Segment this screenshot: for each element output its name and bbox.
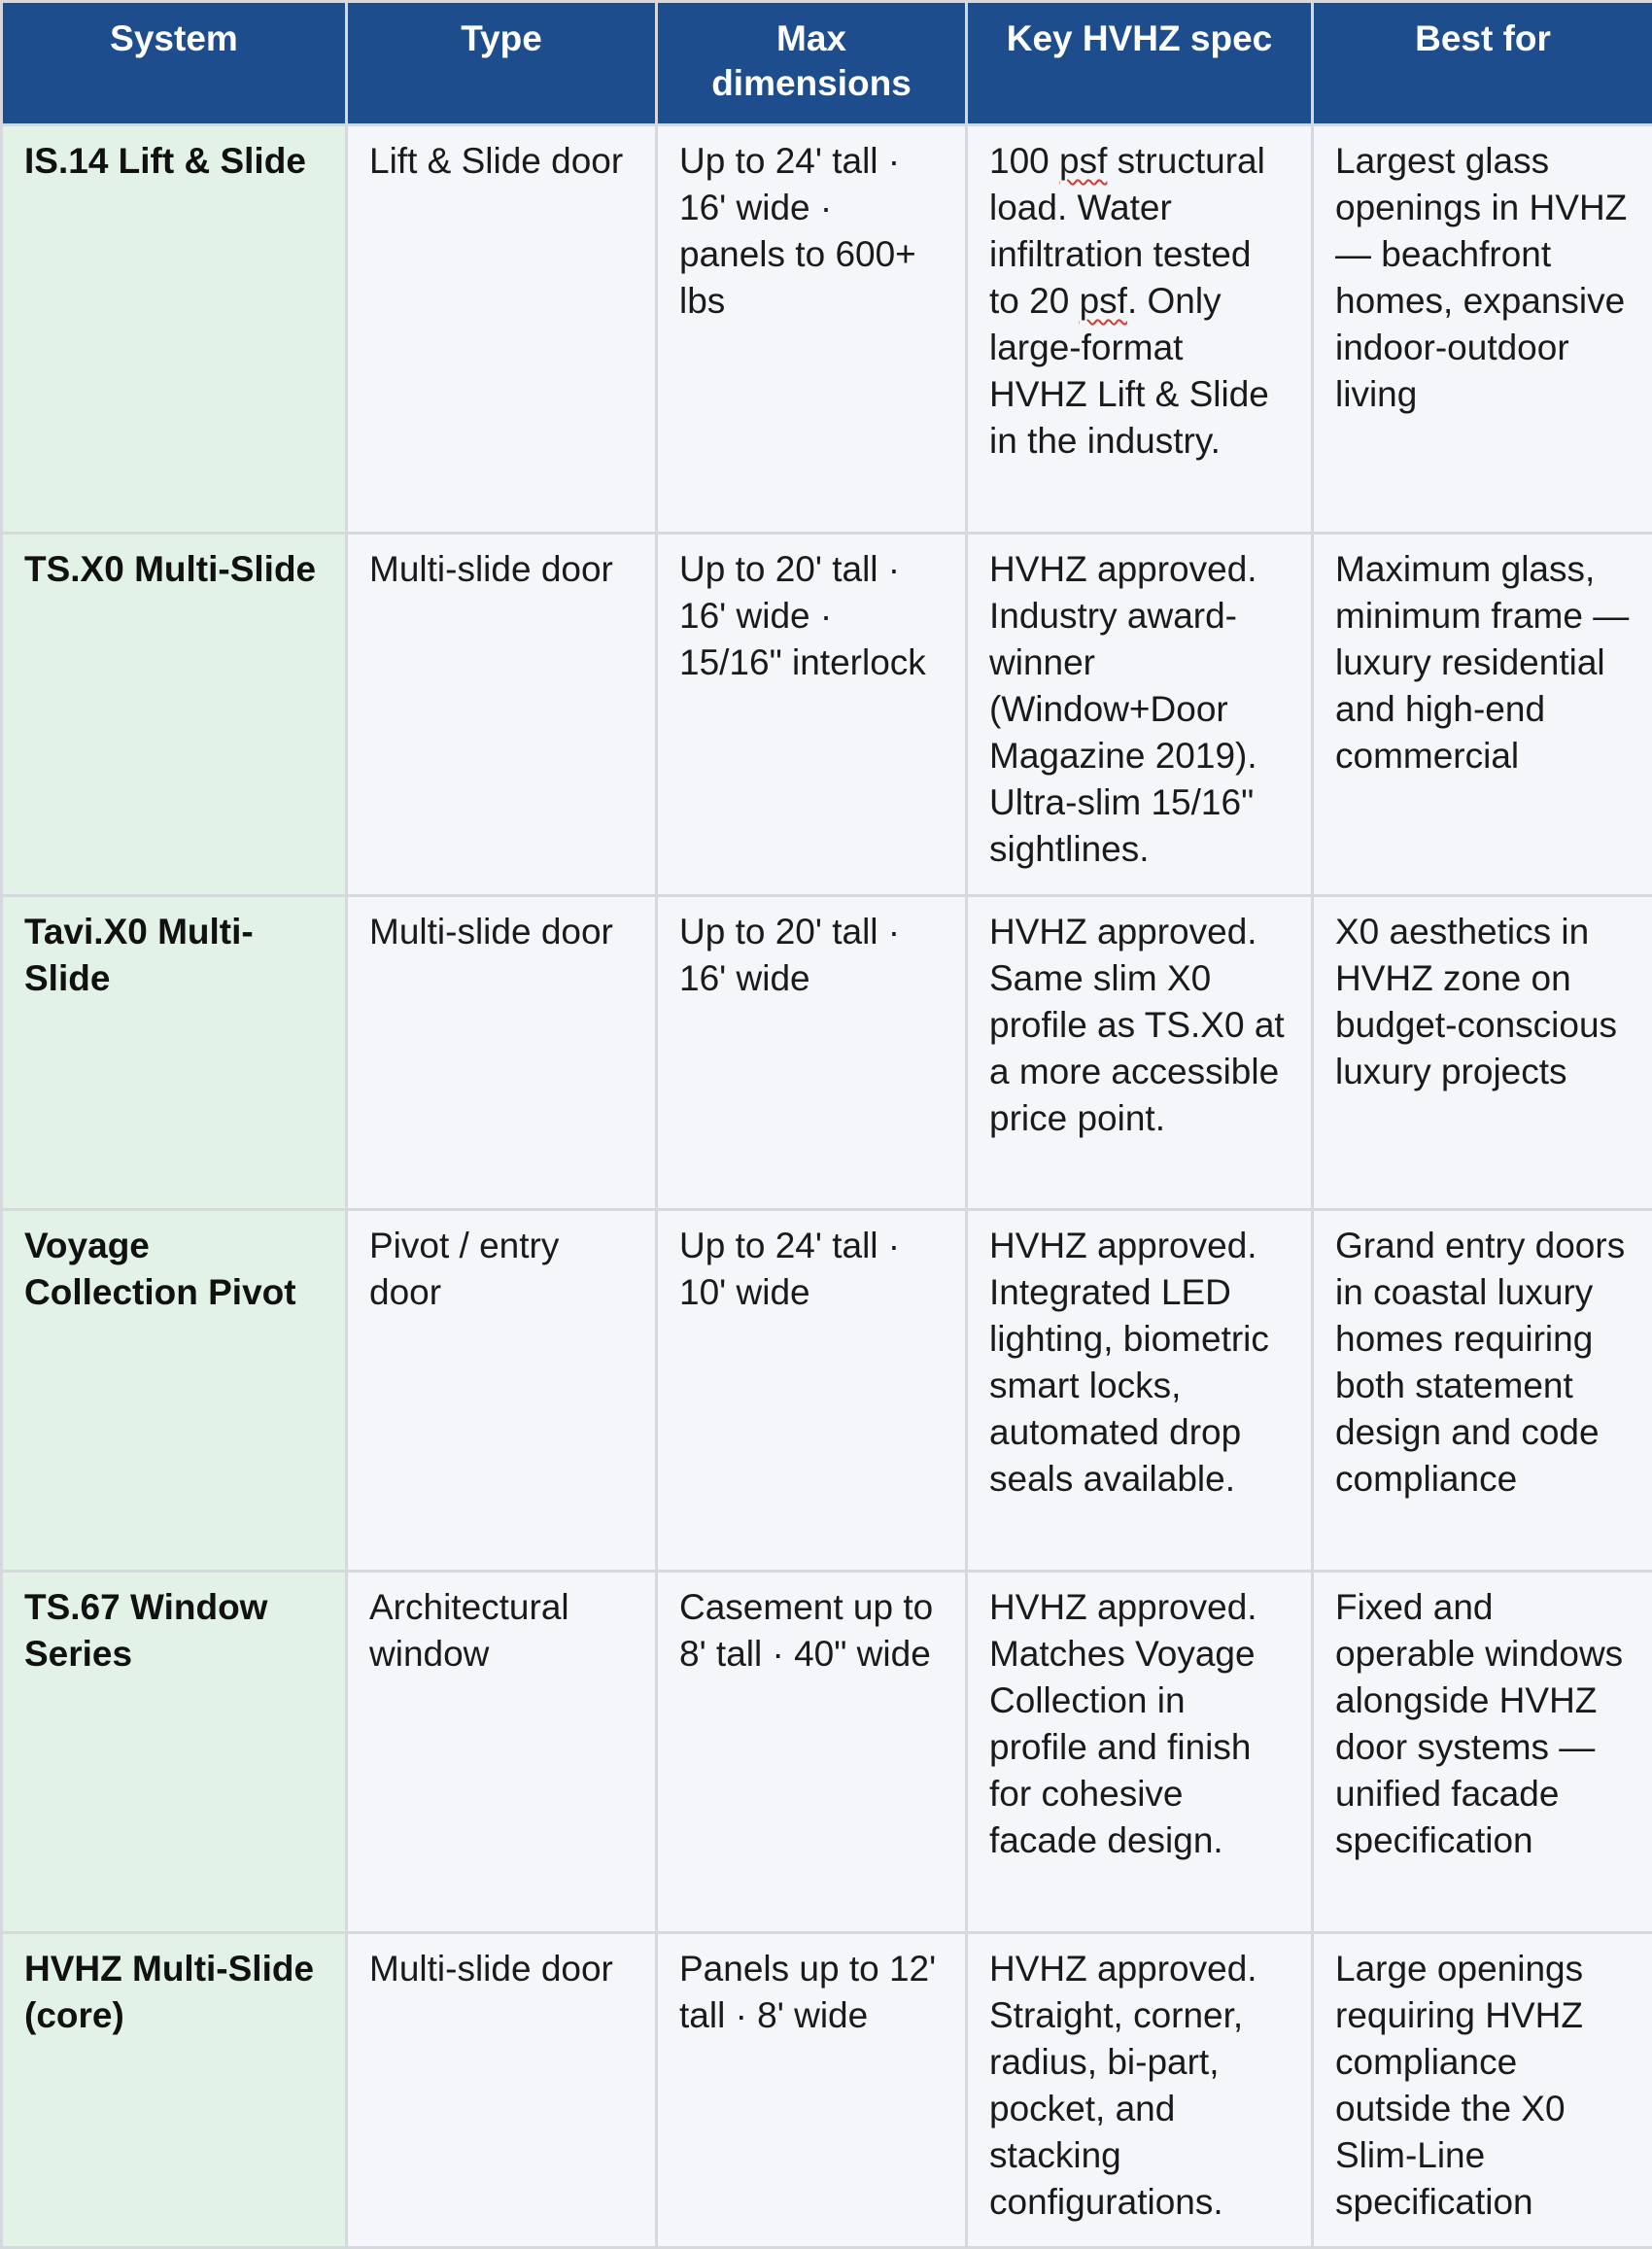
cell-best-for: X0 aesthetics in HVHZ zone on budget-conscious luxury projects <box>1313 896 1652 1210</box>
spec-text: 100 <box>989 141 1060 181</box>
header-best-for: Best for <box>1313 2 1652 125</box>
table-row <box>2 1210 1652 1572</box>
cell-system: TS.X0 Multi-Slide <box>2 534 347 896</box>
header-type: Type <box>347 2 657 125</box>
spec-text: structural load. Water infiltration tested to 20 <box>989 141 1265 321</box>
table-row <box>2 534 1652 896</box>
table-row <box>2 125 1652 534</box>
cell-max-dimensions: Up to 20' tall · 16' wide · 15/16" interlock <box>657 534 967 896</box>
cell-best-for: Large openings requiring HVHZ compliance outside the X0 Slim-Line specification <box>1313 1933 1652 2248</box>
cell-max-dimensions: Up to 24' tall · 10' wide <box>657 1210 967 1572</box>
cell-type: Architectural window <box>347 1572 657 1933</box>
cell-best-for: Fixed and operable windows alongside HVHZ door systems — unified facade specification <box>1313 1572 1652 1933</box>
cell-best-for: Largest glass openings in HVHZ — beachfront homes, expansive indoor-outdoor living <box>1313 125 1652 534</box>
cell-max-dimensions: Panels up to 12' tall · 8' wide <box>657 1933 967 2248</box>
spelling-flag-psf: psf <box>1059 141 1108 181</box>
table-row <box>2 1933 1652 2248</box>
cell-system: TS.67 Window Series <box>2 1572 347 1933</box>
cell-key-hvhz-spec: HVHZ approved. Industry award-winner (Window+Door Magazine 2019). Ultra-slim 15/16" sightlines. <box>967 534 1313 896</box>
table-row <box>2 1572 1652 1933</box>
cell-max-dimensions: Up to 20' tall · 16' wide <box>657 896 967 1210</box>
cell-type: Multi-slide door <box>347 1933 657 2248</box>
cell-best-for: Maximum glass, minimum frame — luxury residential and high-end commercial <box>1313 534 1652 896</box>
spelling-flag-psf: psf <box>1079 281 1127 321</box>
cell-type: Multi-slide door <box>347 534 657 896</box>
cell-max-dimensions: Up to 24' tall · 16' wide · panels to 600+ lbs <box>657 125 967 534</box>
cell-system: Tavi.X0 Multi-Slide <box>2 896 347 1210</box>
cell-key-hvhz-spec: HVHZ approved. Same slim X0 profile as TS.X0 at a more accessible price point. <box>967 896 1313 1210</box>
cell-best-for: Grand entry doors in coastal luxury homes requiring both statement design and code compliance <box>1313 1210 1652 1572</box>
cell-key-hvhz-spec <box>967 125 1313 534</box>
cell-key-hvhz-spec: HVHZ approved. Integrated LED lighting, biometric smart locks, automated drop seals available. <box>967 1210 1313 1572</box>
cell-type: Lift & Slide door <box>347 125 657 534</box>
cell-key-hvhz-spec: HVHZ approved. Matches Voyage Collection in profile and finish for cohesive facade design. <box>967 1572 1313 1933</box>
cell-type: Multi-slide door <box>347 896 657 1210</box>
cell-system: Voyage Collection Pivot <box>2 1210 347 1572</box>
header-system: System <box>2 2 347 125</box>
cell-key-hvhz-spec: HVHZ approved. Straight, corner, radius, bi-part, pocket, and stacking configurations. <box>967 1933 1313 2248</box>
cell-system: IS.14 Lift & Slide <box>2 125 347 534</box>
cell-system: HVHZ Multi-Slide (core) <box>2 1933 347 2248</box>
header-row <box>2 2 1652 125</box>
table-row <box>2 896 1652 1210</box>
cell-type: Pivot / entry door <box>347 1210 657 1572</box>
header-key-hvhz-spec: Key HVHZ spec <box>967 2 1313 125</box>
spec-text: . Only large-format HVHZ Lift & Slide in the industry. <box>989 281 1269 461</box>
header-max-dimensions: Max dimensions <box>657 2 967 125</box>
cell-max-dimensions: Casement up to 8' tall · 40" wide <box>657 1572 967 1933</box>
